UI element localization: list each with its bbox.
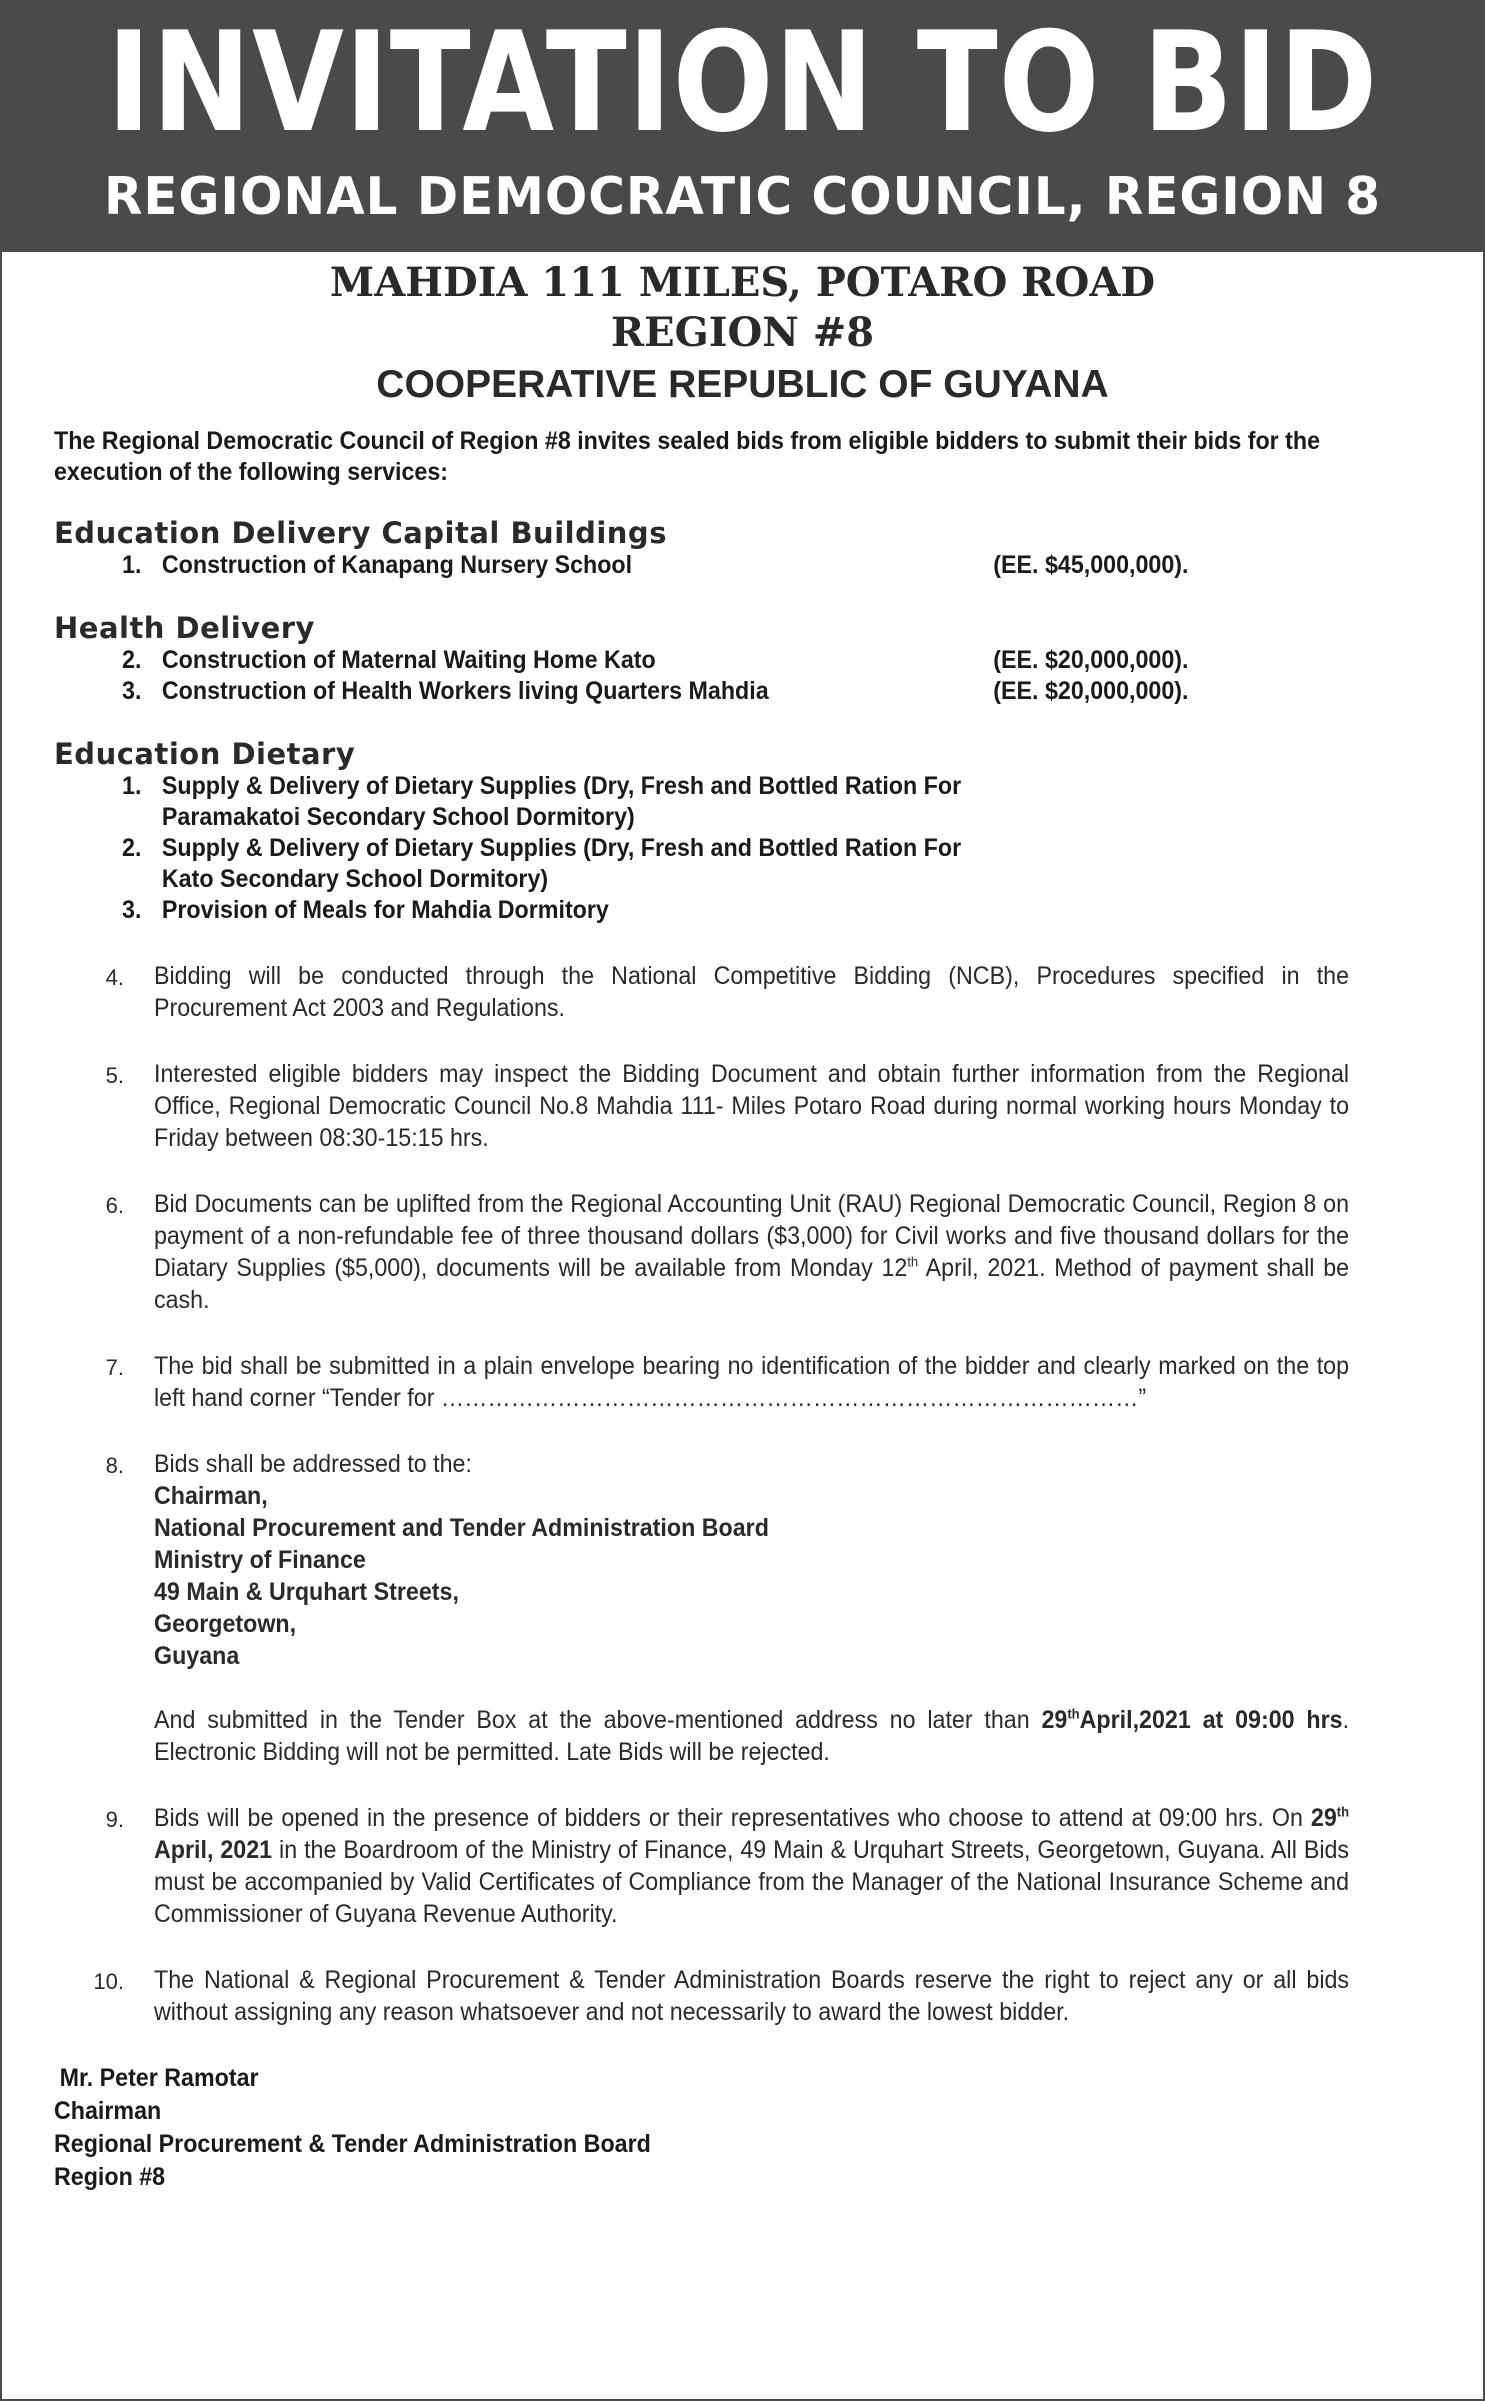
location-heading bbox=[2, 258, 1483, 412]
clause-6 bbox=[54, 1188, 1439, 1316]
clause-text-a: Bid Documents can be uplifted from the Regional Accounting Unit (RAU) Regional Democratic Council, Region 8 on payment of a non-refundable fee of three thousand dollars ($3,000) for Civil works and five thousand dollars for the Diatary Supplies ($5,000), documents will be available from Monday 12 bbox=[154, 1190, 1350, 1282]
clause-number: 5. bbox=[105, 1063, 124, 1088]
clause-4 bbox=[54, 960, 1439, 1024]
signatory-role: Chairman bbox=[54, 2097, 162, 2125]
section-title: Education Delivery Capital Buildings bbox=[54, 516, 667, 550]
item-number: 1. bbox=[122, 772, 142, 800]
item-amount: (EE. $20,000,000). bbox=[993, 646, 1189, 674]
item-text: Construction of Health Workers living Quarters Mahdia bbox=[161, 677, 769, 705]
item-number: 3. bbox=[122, 677, 142, 705]
clause-text-a: Bids will be opened in the presence of bidders or their representatives who choose to attend at 09:00 hrs. On bbox=[154, 1804, 1311, 1832]
list-item bbox=[54, 645, 1342, 676]
list-item bbox=[54, 550, 1342, 581]
clause-number: 4. bbox=[105, 965, 124, 990]
clause-text: The National & Regional Procurement & Tender Administration Boards reserve the right to reject any or all bids without assigning any reason whatsoever and not necessarily to award the lowest bidder. bbox=[154, 1966, 1350, 2026]
intro-paragraph: The Regional Democratic Council of Region #8 invites sealed bids from eligible bidders to submit their bids for the execution of the following services: bbox=[54, 427, 1321, 486]
clause-number: 7. bbox=[105, 1355, 124, 1380]
heading-line-3: COOPERATIVE REPUBLIC OF GUYANA bbox=[376, 363, 1109, 406]
section-education-buildings bbox=[54, 516, 1439, 581]
clause-number: 10. bbox=[93, 1969, 124, 1994]
opening-day: 29 bbox=[1310, 1804, 1337, 1832]
clause-9 bbox=[54, 1802, 1439, 1930]
heading-line-2: REGION #8 bbox=[610, 309, 875, 356]
address-line: Ministry of Finance bbox=[154, 1546, 366, 1574]
item-text bbox=[162, 771, 961, 833]
item-number: 2. bbox=[122, 646, 142, 674]
address-line: Guyana bbox=[154, 1642, 240, 1670]
clause-text-b: in the Boardroom of the Ministry of Finance, 49 Main & Urquhart Streets, Georgetown, Guyana. All Bids must be accompanied by Valid Certificates of Compliance from the Manager of the National Insurance Scheme and Commissioner of Guyana Revenue Authority. bbox=[154, 1836, 1350, 1928]
notice-title: INVITATION TO BID bbox=[106, 2, 1379, 163]
clause-7 bbox=[54, 1350, 1439, 1414]
clause-10 bbox=[54, 1964, 1439, 2028]
item-text bbox=[162, 833, 961, 895]
clause-5 bbox=[54, 1058, 1439, 1154]
item-text: Construction of Kanapang Nursery School bbox=[161, 551, 633, 579]
clause-number: 9. bbox=[105, 1807, 124, 1832]
opening-date: April, 2021 bbox=[154, 1836, 273, 1864]
section-health bbox=[54, 611, 1439, 707]
item-amount: (EE. $20,000,000). bbox=[993, 677, 1189, 705]
ordinal-suffix: th bbox=[1336, 1803, 1350, 1820]
section-title: Health Delivery bbox=[54, 611, 315, 645]
item-number: 3. bbox=[122, 896, 142, 924]
signatory-region: Region #8 bbox=[54, 2163, 166, 2191]
address-line: Chairman, bbox=[154, 1482, 268, 1510]
signature-block bbox=[54, 2062, 1342, 2194]
submission-text-b: . Electronic Bidding will not be permitted. Late Bids will be rejected. bbox=[154, 1706, 1350, 1766]
clause-number: 8. bbox=[105, 1453, 124, 1478]
clause-text bbox=[154, 1802, 1349, 1930]
submission-day: 29 bbox=[1041, 1706, 1068, 1734]
notice-subtitle: REGIONAL DEMOCRATIC COUNCIL, REGION 8 bbox=[104, 167, 1381, 227]
item-text: Construction of Maternal Waiting Home Kato bbox=[161, 646, 656, 674]
item-number: 1. bbox=[122, 551, 142, 579]
item-line: Supply & Delivery of Dietary Supplies (Dry, Fresh and Bottled Ration For bbox=[161, 772, 962, 800]
clause-text-b: April, 2021. Method of payment shall be cash. bbox=[154, 1254, 1350, 1314]
clause-text: Interested eligible bidders may inspect the Bidding Document and obtain further information from the Regional Office, Regional Democratic Council No.8 Mahdia 111- Miles Potaro Road during normal working hours Monday to Friday between 08:30-15:15 hrs. bbox=[154, 1060, 1350, 1152]
address-line: Georgetown, bbox=[154, 1610, 297, 1638]
clause-number: 6. bbox=[105, 1193, 124, 1218]
section-dietary bbox=[54, 737, 1439, 926]
clause-text bbox=[154, 1448, 1349, 1768]
ordinal-suffix: th bbox=[907, 1253, 919, 1270]
ordinal-suffix: th bbox=[1067, 1705, 1080, 1722]
address-line: National Procurement and Tender Administration Board bbox=[154, 1514, 769, 1542]
item-amount: (EE. $45,000,000). bbox=[993, 551, 1189, 579]
submission-text bbox=[154, 1704, 1349, 1768]
submission-text-a: And submitted in the Tender Box at the above-mentioned address no later than bbox=[154, 1706, 1042, 1734]
clause-text: The bid shall be submitted in a plain envelope bearing no identification of the bidder and clearly marked on the top left hand corner “Tender for ………………………………………………………………………………” bbox=[154, 1352, 1350, 1412]
notice-body bbox=[2, 426, 1483, 2194]
heading-line-1: MAHDIA 111 MILES, POTARO ROAD bbox=[329, 259, 1156, 306]
list-item bbox=[54, 676, 1342, 707]
submission-date: April,2021 at 09:00 hrs bbox=[1079, 1706, 1343, 1734]
list-item bbox=[54, 895, 1342, 926]
list-item bbox=[54, 771, 1342, 833]
item-line: Kato Secondary School Dormitory) bbox=[161, 865, 549, 893]
signatory-name: Mr. Peter Ramotar bbox=[59, 2064, 259, 2092]
clause-lead: Bids shall be addressed to the: bbox=[154, 1450, 472, 1478]
item-line: Paramakatoi Secondary School Dormitory) bbox=[161, 803, 635, 831]
item-line: Supply & Delivery of Dietary Supplies (Dry, Fresh and Bottled Ration For bbox=[161, 834, 962, 862]
clause-text bbox=[154, 1188, 1349, 1316]
clause-text: Bidding will be conducted through the National Competitive Bidding (NCB), Procedures specified in the Procurement Act 2003 and Regulations. bbox=[154, 962, 1350, 1022]
signatory-board: Regional Procurement & Tender Administration Board bbox=[54, 2130, 651, 2158]
item-number: 2. bbox=[122, 834, 142, 862]
section-title: Education Dietary bbox=[54, 737, 356, 771]
list-item bbox=[54, 833, 1342, 895]
clause-8 bbox=[54, 1448, 1439, 1768]
address-line: 49 Main & Urquhart Streets, bbox=[154, 1578, 459, 1606]
item-text: Provision of Meals for Mahdia Dormitory bbox=[161, 896, 609, 924]
header-banner bbox=[2, 0, 1483, 252]
